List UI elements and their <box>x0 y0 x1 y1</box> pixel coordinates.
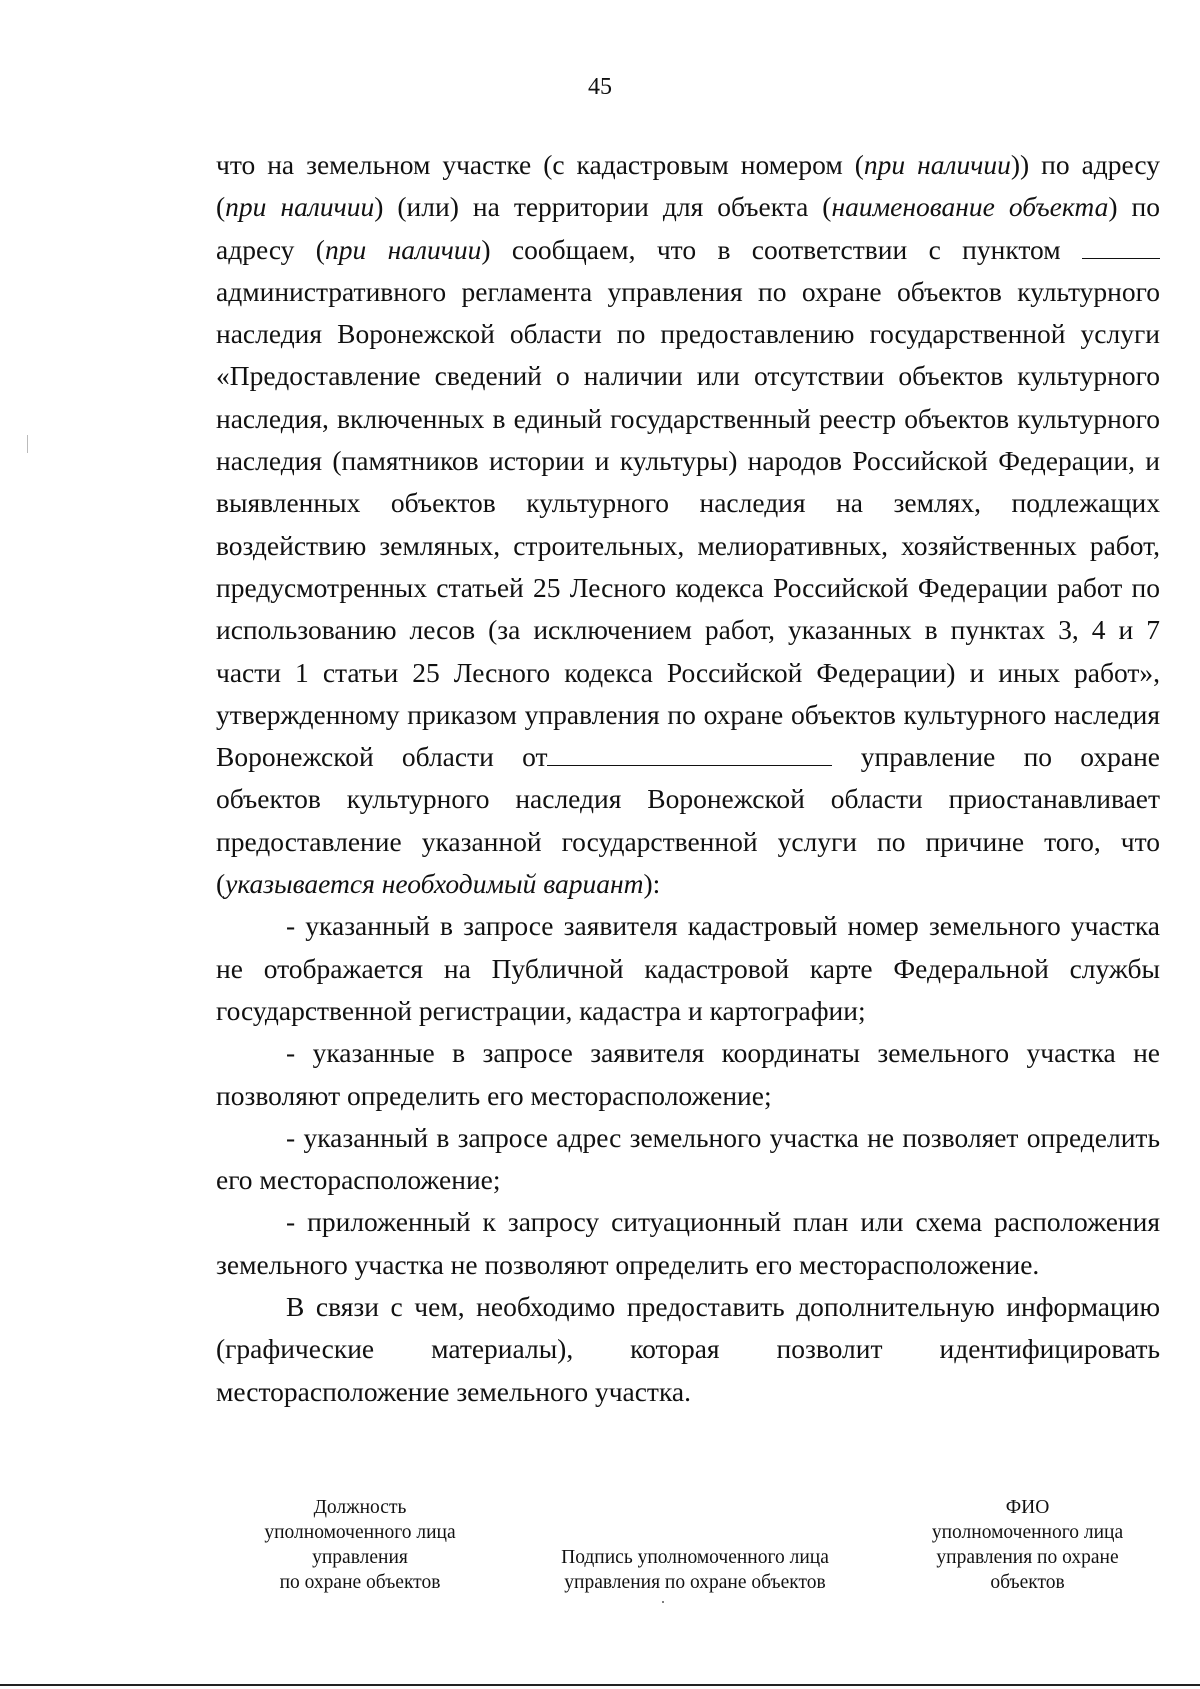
paragraph-reason-cadastral: - указанный в запросе заявителя кадастровый номер земельного участка не отображается на Публичной кадастровой карте Федеральной службы государственной регистрации, кадастра и картографии; <box>216 910 1160 1026</box>
italic-segment: наименование объекта <box>831 191 1109 223</box>
signature-line: объектов <box>990 1572 1065 1593</box>
paragraph-reason-plan: - приложенный к запросу ситуационный план или схема расположения земельного участка не позволяют определить его месторасположение. <box>216 1206 1160 1280</box>
text-segment: ) сообщаем, что в соответствии с пунктом <box>481 233 1082 265</box>
signature-line: уполномоченного лица <box>931 1522 1124 1543</box>
paragraph-reason-coordinates: - указанные в запросе заявителя координаты земельного участка не позволяют определить его месторасположение; <box>216 1037 1160 1111</box>
italic-segment: при наличии <box>225 191 375 223</box>
signature-line: управления по охране объектов <box>564 1572 826 1593</box>
blank-point-number <box>1082 234 1160 259</box>
signature-line: по охране объектов <box>279 1572 441 1593</box>
paragraph-conclusion: В связи с чем, необходимо предоставить дополнительную информацию (графические материалы), которая позволит идентифицировать месторасположение земельного участка. <box>216 1291 1160 1407</box>
text-segment: )) по адресу ( <box>216 149 1160 223</box>
signature-position <box>240 1495 480 1595</box>
signature-line: управления <box>312 1547 408 1568</box>
text-segment: управление по охране объектов культурного наследия Воронежской области приостанавливает предоставление указанной государственной услуги по причине того, что ( <box>216 741 1160 900</box>
page-number: 45 <box>588 74 612 100</box>
scan-artifact <box>662 1601 664 1603</box>
bottom-border-line <box>0 1684 1200 1686</box>
signature-line: уполномоченного лица <box>264 1522 456 1543</box>
text-segment: административного регламента управления по охране объектов культурного наследия Воронежской области по предоставлению государственной услуги «Предоставление сведений о наличии или отсутствии объектов культурного наследия, включенных в единый государственный реестр объектов культурного наследия (памятников истории и культуры) народов Российской Федерации, и выявленных объектов культурного наследия на землях, подлежащих воздействию земляных, строительных, мелиоративных, хозяйственных работ, предусмотренных статьей 25 Лесного кодекса Российской Федерации работ по использованию лесов (за исключением работ, указанных в пунктах 3, 4 и 7 части 1 статьи 25 Лесного кодекса Российской Федерации) и иных работ», утвержденному приказом управления по охране объектов культурного наследия Воронежской области от <box>216 275 1160 773</box>
document-body <box>216 144 1160 1413</box>
italic-segment: при наличии <box>863 149 1011 180</box>
italic-segment: при наличии <box>324 233 482 265</box>
signature-line: ФИО <box>1005 1497 1050 1518</box>
signature-signature <box>530 1545 860 1595</box>
signature-line: Подпись уполномоченного лица <box>561 1547 829 1568</box>
signature-line: Должность <box>313 1497 407 1518</box>
paragraph-intro <box>216 144 1160 905</box>
paragraph-reason-address: - указанный в запросе адрес земельного участка не позволяет определить его месторасположение; <box>216 1121 1160 1196</box>
text-segment: ) по адресу ( <box>216 191 1160 265</box>
scan-artifact <box>27 435 28 453</box>
text-segment: что на земельном участке (с кадастровым номером ( <box>216 149 864 180</box>
text-segment: ) (или) на территории для объекта ( <box>374 191 832 223</box>
blank-order-date <box>547 741 832 766</box>
text-segment: ): <box>643 868 661 900</box>
signature-line: управления по охране <box>936 1547 1119 1568</box>
italic-segment: указывается необходимый вариант <box>225 868 644 900</box>
signature-full-name <box>905 1495 1150 1595</box>
